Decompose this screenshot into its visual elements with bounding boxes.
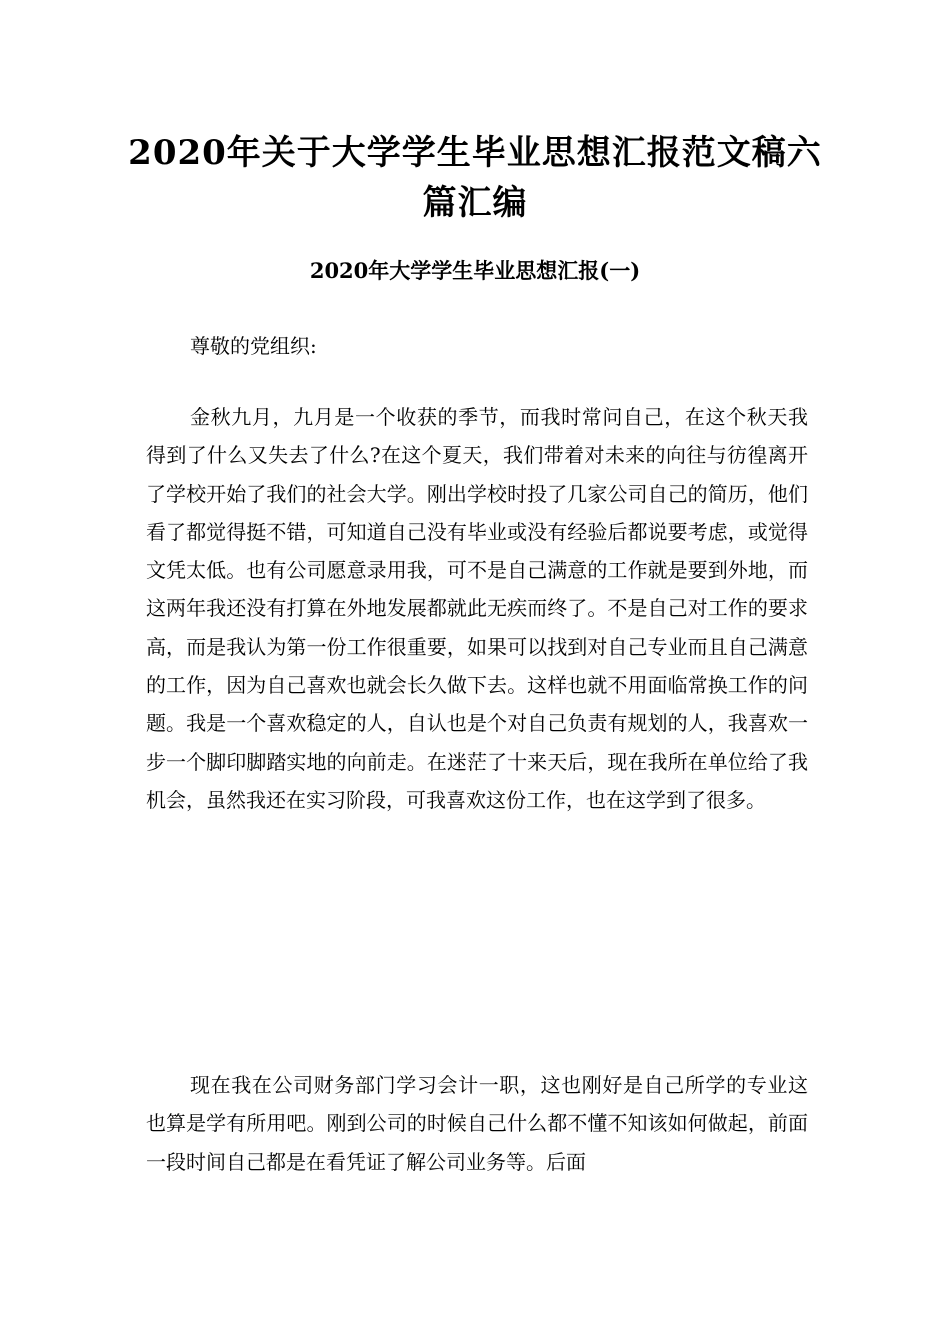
salutation: 尊敬的党组织: — [190, 334, 317, 358]
section-title: 2020年大学学生毕业思想汇报(一) — [309, 258, 641, 283]
document-title: 2020年关于大学学生毕业思想汇报范文稿六篇汇编 — [128, 133, 822, 223]
body-paragraph-1: 金秋九月，九月是一个收获的季节，而我时常问自己，在这个秋天我得到了什么又失去了什么?在这个夏天，我们带着对未来的向往与彷徨离开了学校开始了我们的社会大学。刚出学校时投了几家公司自己的简历，他们看了都觉得挺不错，可知道自己没有毕业或没有经验后都说要考虑，或觉得文凭太低。也有公司愿意录用我，可不是自己满意的工作就是要到外地，而这两年我还没有打算在外地发展都就此无疾而终了。不是自己对工作的要求高，而是我认为第一份工作很重要，如果可以找到对自己专业而且自己满意的工作，因为自己喜欢也就会长久做下去。这样也就不用面临常换工作的问题。我是一个喜欢稳定的人，自认也是个对自己负责有规划的人，我喜欢一步一个脚印脚踏实地的向前走。在迷茫了十来天后，现在我所在单位给了我机会，虽然我还在实习阶段，可我喜欢这份工作，也在这学到了很多。 — [146, 405, 808, 812]
body-paragraph-2: 现在我在公司财务部门学习会计一职，这也刚好是自己所学的专业这也算是学有所用吧。刚到公司的时候自己什么都不懂不知该如何做起，前面一段时间自己都是在看凭证了解公司业务等。后面 — [146, 1073, 808, 1174]
